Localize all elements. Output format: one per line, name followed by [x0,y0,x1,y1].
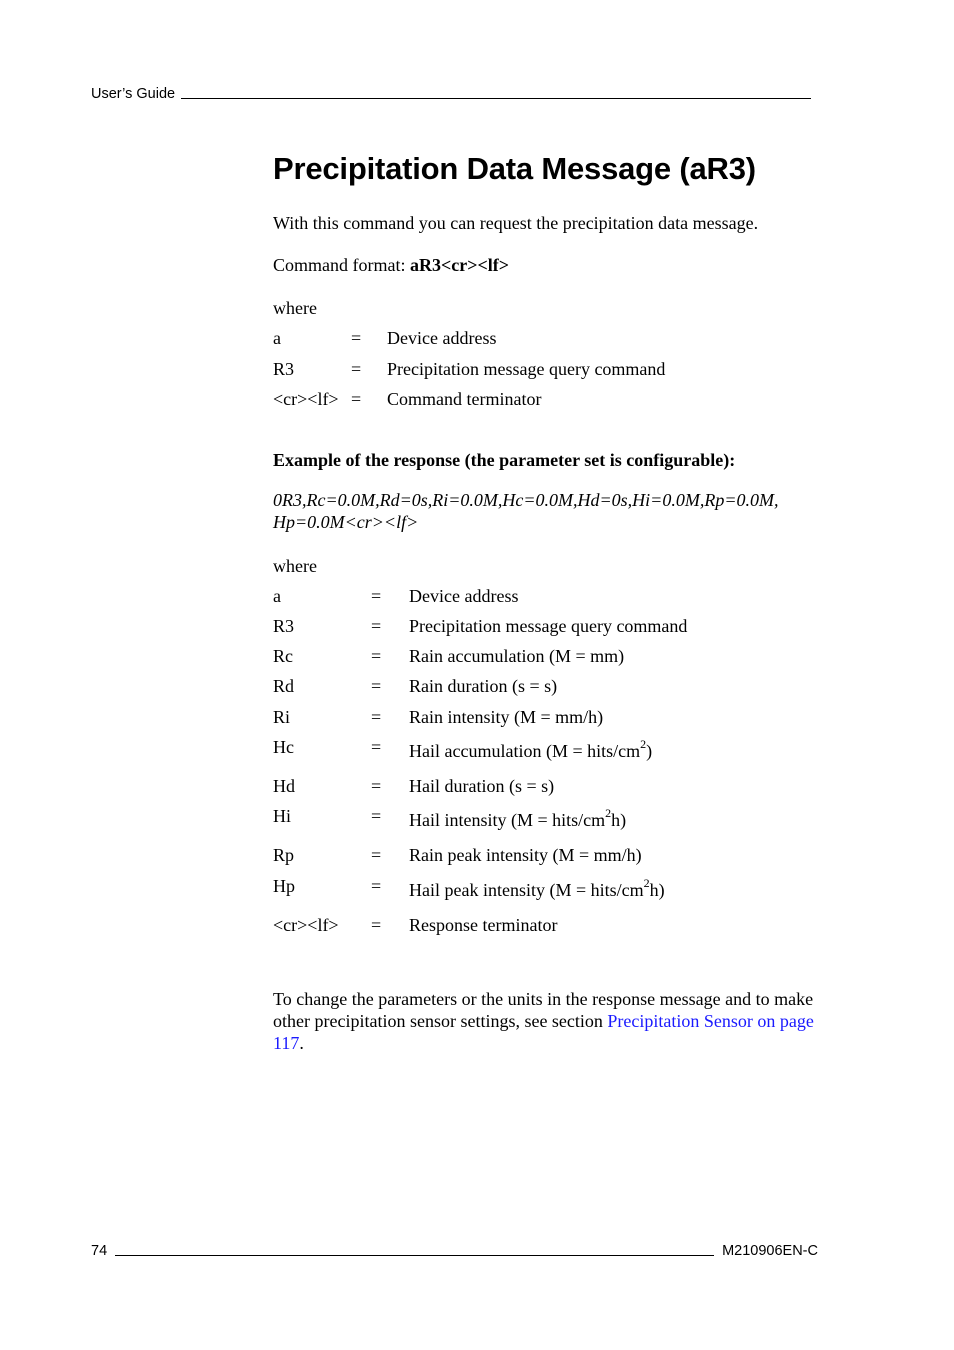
table-row [273,675,687,705]
param-desc-text: Hail intensity (M = hits/cm [409,810,606,831]
superscript: 2 [640,736,647,751]
table-row [273,645,687,675]
param-desc: Rain peak intensity (M = mm/h) [409,845,642,866]
param-equals: = [371,845,382,866]
where-label-2: where [273,555,317,576]
table-row [273,358,665,389]
param-key: Hi [273,806,291,827]
param-key: R3 [273,615,295,636]
table-row [273,775,687,805]
param-key: Rp [273,845,295,866]
example-response [273,489,818,533]
param-desc: Rain duration (s = s) [409,676,558,697]
param-key: Ri [273,706,291,727]
precipitation-sensor-link[interactable]: Precipitation Sensor on page 117 [273,1010,814,1053]
command-format-value: aR3<cr><lf> [409,255,509,275]
command-params-table [273,327,665,419]
param-equals: = [371,914,382,935]
header-rule [181,98,811,99]
superscript: 2 [605,806,612,821]
table-row [273,706,687,736]
table-row [273,585,687,615]
param-desc: Command terminator [387,389,542,409]
param-equals: = [371,806,382,827]
param-desc-text: Hail peak intensity (M = hits/cm [409,879,644,900]
param-desc-text: h) [611,810,627,831]
param-key: Rc [273,646,293,667]
param-equals: = [371,585,382,606]
param-equals: = [371,875,382,896]
footer-rule [115,1255,714,1256]
param-desc: Response terminator [409,914,558,935]
param-desc: Device address [387,328,497,348]
param-desc [409,805,687,844]
param-equals: = [371,646,382,667]
header-text: User’s Guide [91,86,176,102]
command-format [273,254,818,276]
page-footer [91,1243,818,1259]
example-line-2: Hp=0.0M<cr><lf> [273,511,419,532]
param-desc: Precipitation message query command [387,358,666,379]
param-desc-text: Hail accumulation (M = hits/cm [409,740,641,761]
param-desc-text: ) [646,740,653,761]
table-row [273,914,687,944]
command-format-label: Command format: [273,255,410,275]
param-key: a [273,585,281,606]
example-line-1: 0R3,Rc=0.0M,Rd=0s,Ri=0.0M,Hc=0.0M,Hd=0s,Hi=0.0M,Rp=0.0M, [273,489,779,510]
param-key: a [273,328,281,348]
param-desc: Precipitation message query command [409,615,688,636]
intro-paragraph: With this command you can request the precipitation data message. [273,213,759,233]
superscript: 2 [643,875,650,890]
table-row [273,875,687,914]
param-equals: = [351,328,362,348]
table-row [273,736,687,775]
param-equals: = [371,706,382,727]
param-equals: = [351,389,362,409]
page-header [91,86,811,102]
param-key: <cr><lf> [273,389,339,409]
param-equals: = [371,676,382,697]
param-desc: Device address [409,585,519,606]
param-equals: = [371,615,382,636]
param-desc: Hail duration (s = s) [409,775,555,796]
document-code: M210906EN-C [722,1243,818,1259]
table-row [273,327,665,358]
closing-period: . [299,1032,304,1053]
example-heading: Example of the response (the parameter set is configurable): [273,449,736,470]
param-desc [409,736,687,775]
table-row [273,844,687,874]
param-key: Hc [273,736,294,757]
param-key: <cr><lf> [273,914,339,935]
response-params-table [273,585,687,944]
main-content [273,150,818,1054]
closing-paragraph [273,988,818,1054]
param-equals: = [351,358,362,379]
table-row [273,615,687,645]
page-number: 74 [91,1243,108,1259]
param-desc-text: h) [649,879,665,900]
param-key: Rd [273,676,295,697]
param-key: Hp [273,875,295,896]
param-key: R3 [273,358,295,379]
param-equals: = [371,775,382,796]
closing-text: To change the parameters or the units in the response message and to make other precipitation sensor settings, see section [273,988,814,1031]
param-key: Hd [273,775,295,796]
page-title: Precipitation Data Message (aR3) [273,151,756,186]
param-equals: = [371,736,382,757]
table-row [273,805,687,844]
table-row [273,388,665,419]
param-desc: Rain accumulation (M = mm) [409,646,625,667]
param-desc: Rain intensity (M = mm/h) [409,706,604,727]
param-desc [409,875,687,914]
where-label-1: where [273,298,317,318]
